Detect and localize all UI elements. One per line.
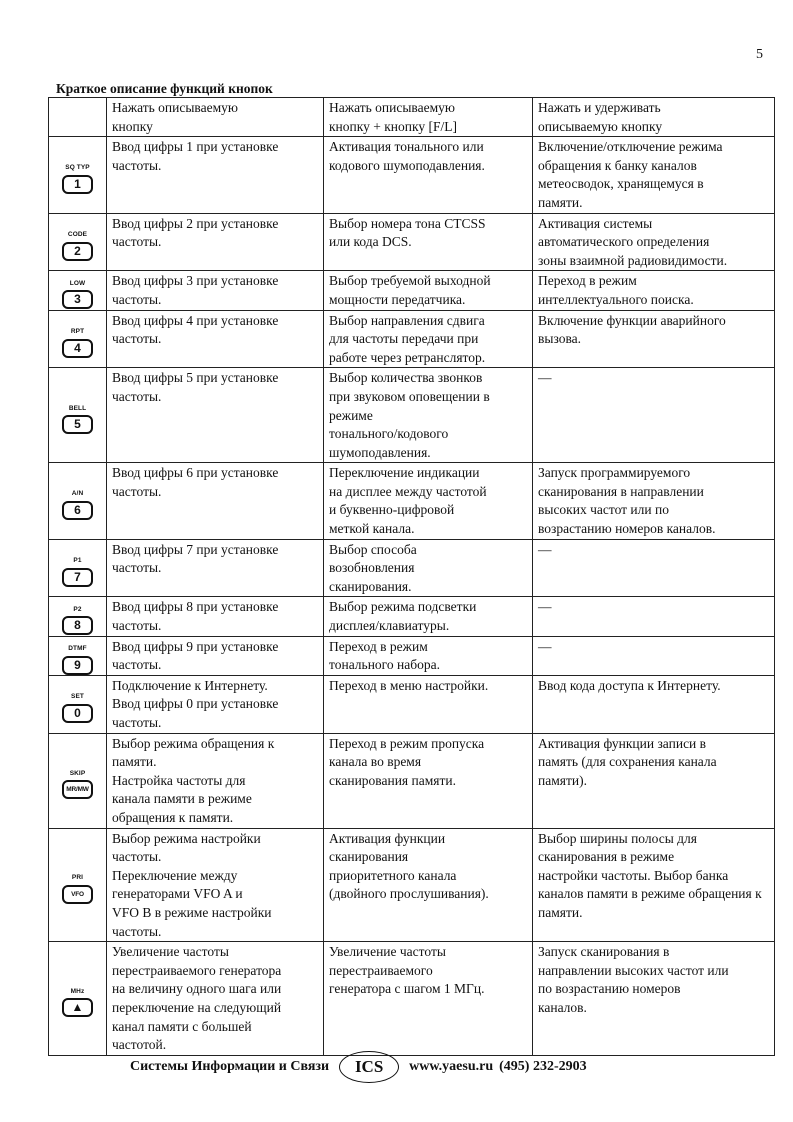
table-row xyxy=(49,137,775,213)
hold-cell: Выбор ширины полосы для сканирования в режиме настройки частоты. Выбор банка каналов памяти в режиме обращения к памяти. xyxy=(533,828,775,942)
table-row xyxy=(49,675,775,733)
hold-cell: Включение функции аварийного вызова. xyxy=(533,310,775,368)
key-label: 6 xyxy=(62,501,93,520)
key-label: 5 xyxy=(62,415,93,434)
table-row xyxy=(49,271,775,310)
press-cell: Ввод цифры 1 при установке частоты. xyxy=(107,137,324,213)
press-cell: Ввод цифры 5 при установке частоты. xyxy=(107,368,324,463)
table-header-row xyxy=(49,98,775,137)
key-label: MR/MW xyxy=(62,780,93,799)
press-fl-cell: Выбор количества звонков при звуковом оповещении в режиме тонального/кодового шумоподавления. xyxy=(324,368,533,463)
key-label: 1 xyxy=(62,175,93,194)
press-cell: Выбор режима обращения к памяти. Настройка частоты для канала памяти в режиме обращения к памяти. xyxy=(107,733,324,828)
key-label: VFO xyxy=(62,885,93,904)
key-cell xyxy=(49,463,107,539)
press-fl-cell: Увеличение частоты перестраиваемого генератора с шагом 1 МГц. xyxy=(324,942,533,1056)
key-cell xyxy=(49,828,107,942)
key-caption: A/N xyxy=(71,490,84,498)
hold-cell: Ввод кода доступа к Интернету. xyxy=(533,675,775,733)
press-fl-cell: Выбор режима подсветки дисплея/клавиатуры. xyxy=(324,597,533,636)
table-row xyxy=(49,310,775,368)
key-button-icon xyxy=(62,549,93,587)
key-cell xyxy=(49,310,107,368)
hold-cell: Включение/отключение режима обращения к банку каналов метеосводок, хранящемуся в памяти. xyxy=(533,137,775,213)
press-cell: Ввод цифры 3 при установке частоты. xyxy=(107,271,324,310)
footer-company: Системы Информации и Связи xyxy=(130,1059,330,1074)
press-cell: Ввод цифры 8 при установке частоты. xyxy=(107,597,324,636)
press-cell: Увеличение частоты перестраиваемого генератора на величину одного шага или переключение на следующий канал памяти с большей частотой. xyxy=(107,942,324,1056)
key-label: 4 xyxy=(62,339,93,358)
table-row xyxy=(49,539,775,597)
hold-cell: — xyxy=(533,539,775,597)
footer-phone: (495) 232-2903 xyxy=(499,1059,587,1074)
key-label: ▲ xyxy=(62,998,93,1017)
header-press-fl: Нажать описываемую кнопку + кнопку [F/L] xyxy=(324,98,533,137)
key-caption: BELL xyxy=(68,404,87,412)
table-row xyxy=(49,828,775,942)
key-label: 8 xyxy=(62,616,93,635)
table-row xyxy=(49,636,775,675)
key-cell xyxy=(49,636,107,675)
press-cell: Подключение к Интернету. Ввод цифры 0 при установке частоты. xyxy=(107,675,324,733)
header-hold: Нажать и удерживать описываемую кнопку xyxy=(533,98,775,137)
hold-cell: Запуск программируемого сканирования в направлении высоких частот или по возрастанию номеров каналов. xyxy=(533,463,775,539)
header-key xyxy=(49,98,107,137)
key-caption: SKIP xyxy=(69,769,86,777)
key-cell xyxy=(49,675,107,733)
press-fl-cell: Переход в режим тонального набора. xyxy=(324,636,533,675)
page-number: 5 xyxy=(756,47,763,62)
table-row xyxy=(49,368,775,463)
key-cell xyxy=(49,271,107,310)
key-button-icon xyxy=(62,762,93,800)
press-fl-cell: Выбор требуемой выходной мощности передатчика. xyxy=(324,271,533,310)
key-caption: CODE xyxy=(67,231,88,239)
key-caption: LOW xyxy=(69,279,86,287)
hold-cell: — xyxy=(533,597,775,636)
press-cell: Ввод цифры 6 при установке частоты. xyxy=(107,463,324,539)
hold-cell: — xyxy=(533,636,775,675)
key-button-icon xyxy=(62,598,93,636)
key-cell xyxy=(49,942,107,1056)
table-row xyxy=(49,733,775,828)
key-caption: P1 xyxy=(73,557,82,565)
press-fl-cell: Переход в меню настройки. xyxy=(324,675,533,733)
key-caption: RPT xyxy=(70,328,85,336)
hold-cell: Запуск сканирования в направлении высоких частот или по возрастанию номеров каналов. xyxy=(533,942,775,1056)
key-button-icon xyxy=(62,482,93,520)
key-button-icon xyxy=(62,685,93,723)
key-caption: P2 xyxy=(73,605,82,613)
footer-website: www.yaesu.ru xyxy=(409,1059,494,1074)
key-button-icon xyxy=(62,866,93,904)
press-fl-cell: Выбор номера тона CTCSS или кода DCS. xyxy=(324,213,533,271)
key-label: 9 xyxy=(62,656,93,675)
press-fl-cell: Выбор направления сдвига для частоты передачи при работе через ретранслятор. xyxy=(324,310,533,368)
key-button-icon xyxy=(62,156,93,194)
key-cell xyxy=(49,137,107,213)
press-cell: Ввод цифры 9 при установке частоты. xyxy=(107,636,324,675)
key-caption: DTMF xyxy=(68,644,87,652)
hold-cell: Активация функции записи в память (для сохранения канала памяти). xyxy=(533,733,775,828)
press-fl-cell: Переход в режим пропуска канала во время сканирования памяти. xyxy=(324,733,533,828)
key-label: 7 xyxy=(62,568,93,587)
key-button-icon xyxy=(62,320,93,358)
press-cell: Ввод цифры 4 при установке частоты. xyxy=(107,310,324,368)
hold-cell: — xyxy=(533,368,775,463)
header-press: Нажать описываемую кнопку xyxy=(107,98,324,137)
key-caption: PRI xyxy=(71,874,84,882)
key-caption: SET xyxy=(71,693,84,701)
key-cell xyxy=(49,539,107,597)
key-label: 0 xyxy=(62,704,93,723)
press-cell: Ввод цифры 2 при установке частоты. xyxy=(107,213,324,271)
key-label: 2 xyxy=(62,242,93,261)
button-functions-table xyxy=(48,97,775,1056)
hold-cell: Переход в режим интеллектуального поиска. xyxy=(533,271,775,310)
hold-cell: Активация системы автоматического определения зоны взаимной радиовидимости. xyxy=(533,213,775,271)
key-cell xyxy=(49,213,107,271)
key-label: 3 xyxy=(62,290,93,309)
key-cell xyxy=(49,597,107,636)
table-row xyxy=(49,213,775,271)
section-title: Краткое описание функций кнопок xyxy=(56,81,273,96)
footer xyxy=(130,1050,587,1084)
press-fl-cell: Активация тонального или кодового шумоподавления. xyxy=(324,137,533,213)
press-fl-cell: Переключение индикации на дисплее между частотой и буквенно-цифровой меткой канала. xyxy=(324,463,533,539)
table-row xyxy=(49,942,775,1056)
key-caption: MHz xyxy=(70,987,85,995)
table-row xyxy=(49,463,775,539)
press-fl-cell: Выбор способа возобновления сканирования. xyxy=(324,539,533,597)
key-button-icon xyxy=(62,223,93,261)
press-cell: Выбор режима настройки частоты. Переключение между генераторами VFO A и VFO B в режиме настройки частоты. xyxy=(107,828,324,942)
press-cell: Ввод цифры 7 при установке частоты. xyxy=(107,539,324,597)
key-button-icon xyxy=(62,637,93,675)
key-button-icon xyxy=(62,272,93,310)
key-button-icon xyxy=(62,980,93,1018)
key-caption: SQ TYP xyxy=(65,164,90,172)
key-button-icon xyxy=(62,397,93,435)
ics-logo: ICS xyxy=(339,1051,399,1083)
key-cell xyxy=(49,733,107,828)
press-fl-cell: Активация функции сканирования приоритетного канала (двойного прослушивания). xyxy=(324,828,533,942)
table-row xyxy=(49,597,775,636)
key-cell xyxy=(49,368,107,463)
